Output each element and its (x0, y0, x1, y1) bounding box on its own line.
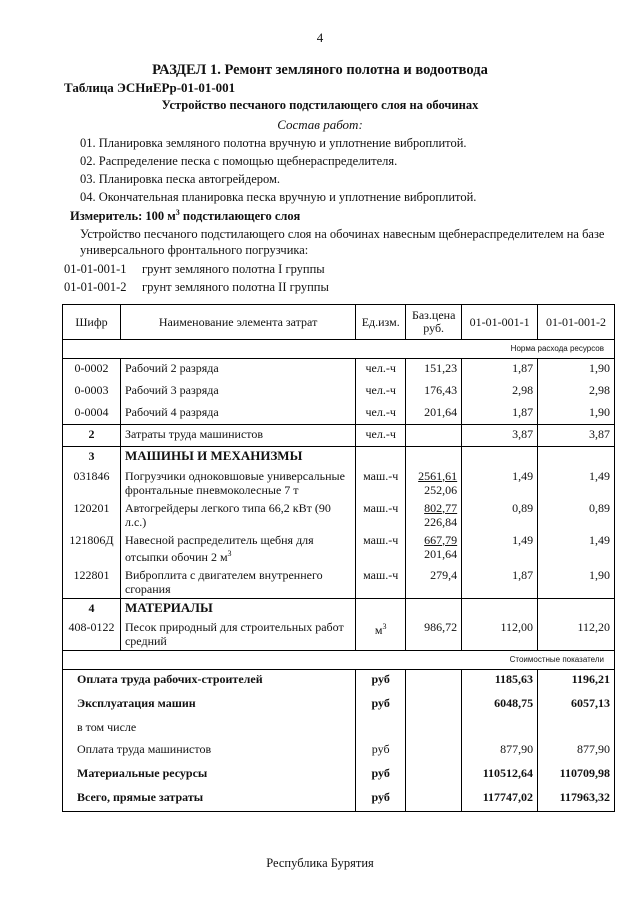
table-row: 408-0122 Песок природный для строительных работ средний $м^3$ 986,72 112,00 112,20 (63, 618, 615, 651)
table-row: 0-0003 Рабочий 3 разряда чел.-ч 176,43 2,98 2,98 (63, 381, 615, 403)
header-col1: 01-01-001-1 (462, 305, 538, 340)
table-header-row (63, 305, 615, 340)
works-header: Состав работ: (277, 117, 363, 132)
table-row: 121806Д Навесной распределитель щебня для отсыпки обочин 2 $м^3$ маш.-ч 667,79 201,64 1,49 1,49 (63, 531, 615, 566)
header-unit: Ед.изм. (356, 305, 406, 340)
table-row: 0-0002 Рабочий 2 разряда чел.-ч 151,23 1,87 1,90 (63, 359, 615, 381)
page-number: 4 (316, 30, 324, 45)
total-row: Всего, прямые затраты руб 117747,02 117963,32 (63, 788, 615, 812)
description: Устройство песчаного подстилающего слоя на обочинах навесным щебнераспределителем на базе универсального фронтального погрузчика: (80, 227, 605, 257)
table-row: 0-0004 Рабочий 4 разряда чел.-ч 201,64 1,87 1,90 (63, 403, 615, 425)
machinists-row: 2 Затраты труда машинистов чел.-ч 3,87 3,87 (63, 425, 615, 447)
code-line: 01-01-001-2 грунт земляного полотна II группы (64, 280, 329, 294)
table-subtitle: Устройство песчаного подстилающего слоя на обочинах (161, 98, 479, 112)
total-row: Оплата труда машинистов руб 877,90 877,90 (63, 740, 615, 764)
total-row: Материальные ресурсы руб 110512,64 110709,98 (63, 764, 615, 788)
code-line: 01-01-001-1 грунт земляного полотна I группы (64, 262, 325, 276)
work-item: 04. Окончательная планировка песка вручную и уплотнение виброплитой. (80, 190, 477, 204)
table-row: 120201 Автогрейдеры легкого типа 66,2 кВт (90 л.с.) маш.-ч 802,77 226,84 0,89 0,89 (63, 499, 615, 531)
norm-label-row: Норма расхода ресурсов (63, 340, 615, 359)
work-item: 02. Распределение песка с помощью щебнераспределителя. (80, 154, 398, 168)
total-row: Оплата труда рабочих-строителей руб 1185,63 1196,21 (63, 670, 615, 694)
total-row: Эксплуатация машин руб 6048,75 6057,13 (63, 694, 615, 718)
header-col2: 01-01-001-2 (538, 305, 615, 340)
table-row: 031846 Погрузчики одноковшовые универсальные фронтальные пневмоколесные 7 т маш.-ч 2561,61 252,06 1,49 1,49 (63, 467, 615, 499)
header-name: Наименование элемента затрат (120, 305, 355, 340)
header-code: Шифр (63, 305, 121, 340)
machines-group-row: 3 МАШИНЫ И МЕХАНИЗМЫ (63, 447, 615, 467)
table-row: 122801 Виброплита с двигателем внутреннего сгорания маш.-ч 279,4 1,87 1,90 (63, 566, 615, 599)
table-id: Таблица ЭСНиЕРр-01-01-001 (64, 80, 236, 95)
resource-table (62, 304, 615, 812)
work-item: 01. Планировка земляного полотна вручную и уплотнение виброплитой. (80, 136, 467, 150)
header-price: Баз.цена руб. (406, 305, 462, 340)
meter-unit: Измеритель: 100 $м^3$ подстилающего слоя (70, 208, 301, 224)
section-title: РАЗДЕЛ 1. Ремонт земляного полотна и водоотвода (152, 62, 488, 78)
cost-label-row: Стоимостные показатели (63, 651, 615, 670)
page-footer: Республика Бурятия (266, 856, 374, 870)
total-row: в том числе (63, 718, 615, 740)
work-item: 03. Планировка песка автогрейдером. (80, 172, 281, 186)
materials-group-row: 4 МАТЕРИАЛЫ (63, 598, 615, 618)
